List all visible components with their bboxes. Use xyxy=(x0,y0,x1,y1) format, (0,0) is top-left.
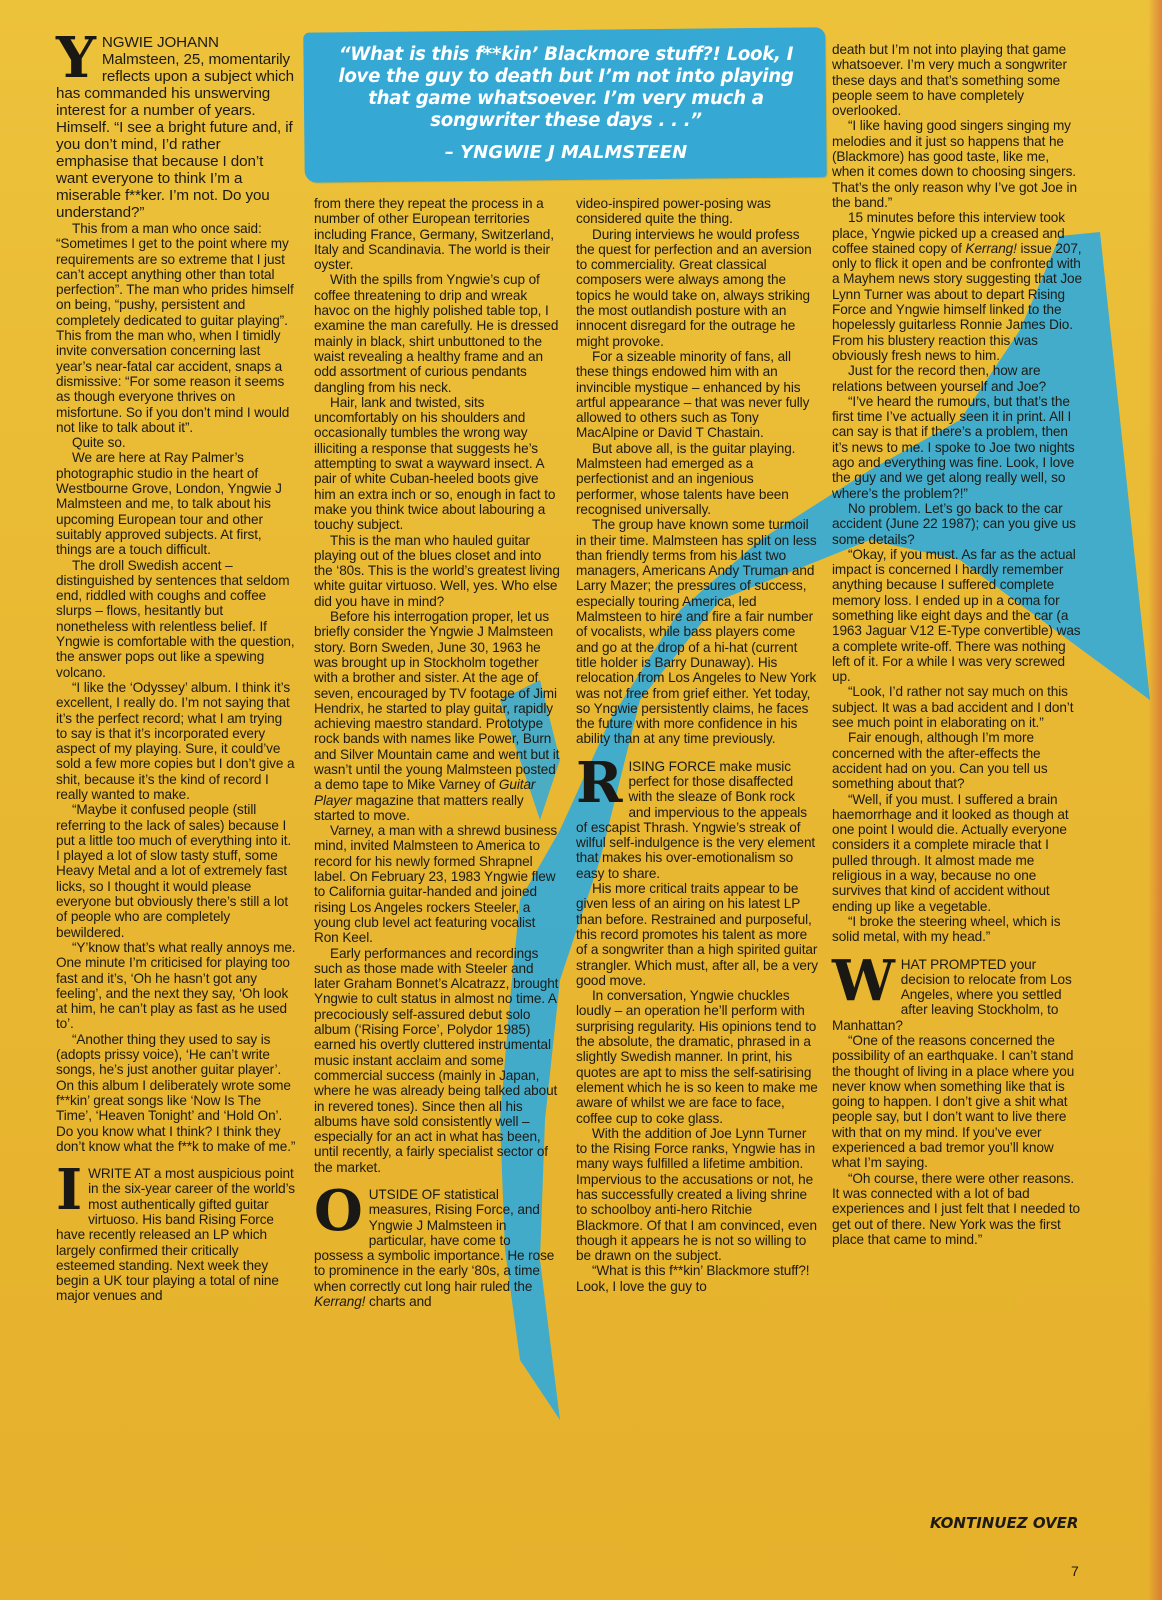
section-text: WRITE AT a most auspicious point in the six-year career of the world’s most authentically gifted guitar virtuoso. His band Rising Force have recently released an LP which largely confirmed their critically esteemed standing. Next week they begin a UK tour playing a total of nine major venues and xyxy=(56,1166,295,1304)
continued-over-label: KONTINUEZ OVER xyxy=(930,1514,1079,1532)
paragraph: For a sizeable minority of fans, all these things endowed him with an invincible mystique – enhanced by his artful appearance – that was never fully allowed to others such as Tony MacAlpine or David T Chastain. xyxy=(576,348,810,441)
paragraph-text: Before his interrogation proper, let us briefly consider the Yngwie J Malmsteen story. Born Sweden, June 30, 1963 he was brought up in Stockholm together with a brother and sister. At the age of seven, encouraged by TV footage of Jimi Hendrix, he started to play guitar, rapidly achieving maestro standard. Prototype rock bands with names like Power, Burn and Silver Mountain came and went but it wasn’t until the young Malmsteen posted a demo tape to Mike Varney of xyxy=(314,609,560,793)
paragraph: Hair, lank and twisted, sits uncomfortably on his shoulders and occasionally tumbles the wrong way illiciting a response that suggests he’s attempting to swat a wayward insect. A pair of white Cuban-heeled boots give him an extra inch or so, enough in fact to make you think twice about labouring a touchy subject. xyxy=(314,394,556,533)
section-text: HAT PROMPTED your decision to relocate from Los Angeles, where you settled after leaving Stockholm, to Manhattan? xyxy=(832,956,1072,1033)
paragraph: With the spills from Yngwie’s cup of coffee threatening to drip and wreak havoc on the highly polished table top, I examine the man carefully. He is dressed mainly in black, shirt unbuttoned to the waist revealing a healthy frame and an odd assortment of curious pendants dangling from his neck. xyxy=(314,272,559,395)
paragraph: “What is this f**kin’ Blackmore stuff?! Look, I love the guy to xyxy=(576,1263,810,1294)
paragraph: Just for the record then, how are relations between yourself and Joe? xyxy=(832,363,1047,394)
article-column-1 xyxy=(56,25,296,1304)
paragraph: The droll Swedish accent – distinguished by sentences that seldom end, riddled with coughs and coffee slurps – flows, hesitantly but nonetheless with relentless belief. If Yngwie is comfortable with the question, the answer pops out like a spewing volcano. xyxy=(56,557,295,680)
paragraph: This is the man who hauled guitar playing out of the blues closet and into the ‘80s. This is the world’s greatest living white guitar virtuoso. Well, yes. Who else did you have in mind? xyxy=(314,532,560,609)
paragraph: Varney, a man with a shrewd business mind, invited Malmsteen to America to record for his newly formed Shrapnel label. On February 23, 1983 Yngwie flew to California guitar-handed and joined rising Los Angeles rockers Steeler, a young club level act featuring vocalist Ron Keel. xyxy=(314,823,558,946)
paragraph: Early performances and recordings such as those made with Steeler and later Graham Bonnet’s Alcatrazz, brought Yngwie to cult status in almost no time. A precociously self-assured debut solo album (‘Rising Force’, Polydor 1985) earned his overtly cluttered instrumental music instant acclaim and some commercial success (mainly in Japan, where he was already being talked about in revered tones). Since then all his albums have sold consistently well – especially for an act in what has been, until recently, a fairly specialist sector of the market. xyxy=(314,945,559,1175)
paragraph: “I like the ‘Odyssey’ album. I think it’s excellent, I really do. I’m not saying that it’s the perfect record; what I am trying to say is that it’s incorporated every aspect of my playing. Sure, it could’ve sold a few more copies but I don’t give a shit, because it’s the kind of record I really wanted to make. xyxy=(56,679,295,802)
paragraph: In conversation, Yngwie chuckles loudly – an operation he’ll perform with surprising regularity. His opinions tend to the absolute, the dramatic, phrased in a slightly Swedish manner. In print, his quotes are apt to miss the self-satirising element which he is so keen to make me aware of whilst we are face to face, coffee cup to coke glass. xyxy=(576,988,818,1126)
paragraph: “I’ve heard the rumours, but that’s the first time I’ve actually seen it in print. All I can say is that if there’s a problem, then it’s news to me. I spoke to Joe two nights ago and everything was fine. Look, I love the guy and we get along really well, so where’s the problem?!” xyxy=(832,393,1075,501)
magazine-name: Kerrang! xyxy=(965,240,1017,256)
section-paragraph xyxy=(832,947,1082,1033)
paragraph: “I like having good singers singing my melodies and it just so happens that he (Blackmore) has good taste, like me, when it comes down to choosing singers. That’s the only reason why I’ve got Joe in the band.” xyxy=(832,118,1077,210)
paragraph: video-inspired power-posing was considered quite the thing. xyxy=(576,196,771,227)
article-column-4 xyxy=(832,42,1082,1247)
paragraph: The group have known some turmoil in their time. Malmsteen has split on less than friendly terms from his last two managers, Americans Andy Truman and Larry Mazer; the pressures of success, especially touring America, led Malmsteen to hire and fire a fair number of vocalists, while bass players come and go at the drop of a hi-hat (current title holder is Barry Dunaway). His relocation from Los Angeles to New York was not free from grief either. Yet today, so Yngwie persistently claims, he faces the future with more confidence in his ability than at any time previously. xyxy=(576,517,817,747)
paragraph-text: issue 207, only to flick it open and be confronted with a Mayhem news story suggesting that Joe Lynn Turner was about to depart Rising Force and Yngwie himself linked to the hopelessly guitarless Ronnie James Dio. From his blustery reaction this was obviously fresh news to him. xyxy=(832,240,1082,363)
paragraph: No problem. Let’s go back to the car accident (June 22 1987); can you give us some details? xyxy=(832,500,1076,547)
paragraph: But above all, is the guitar playing. Malmsteen had emerged as a perfectionist and an ingenious performer, whose talents have been recognised universally. xyxy=(576,440,796,517)
pull-quote-attribution: – YNGWIE J MALMSTEEN xyxy=(444,142,688,163)
drop-cap: R xyxy=(576,749,623,816)
paragraph: We are here at Ray Palmer’s photographic studio in the heart of Westbourne Grove, London, Yngwie J Malmsteen and me, to talk about his upcoming European tour and other suitably approved subjects. At first, things are a touch difficult. xyxy=(56,450,282,558)
lede-text: NGWIE JOHANN Malmsteen, 25, momentarily reflects upon a subject which has commanded his unswerving interest for a number of years. Himself. “I see a bright future and, if you don’t mind, I’d rather emphasise that because I don’t want everyone to think I’m a miserable f**ker. I’m not. Do you understand?” xyxy=(56,34,295,221)
paragraph: “One of the reasons concerned the possibility of an earthquake. I can’t stand the thought of living in a place where you never know when something like that is going to happen. I don’t give a shit what people say, but I don’t want to live there with that on my mind. If you’ve ever experienced a bad tremor you’ll know what I’m saying. xyxy=(832,1033,1075,1171)
paragraph: “Another thing they used to say is (adopts prissy voice), ‘He can’t write songs, he’s just another guitar player’. On this album I deliberately wrote some f**kin’ great songs like ‘Now Is The Time’, ‘Heaven Tonight’ and ‘Hold On’. Do you know what I think? I think they don’t know what the f**k to make of me.” xyxy=(56,1031,296,1154)
paragraph: “I broke the steering wheel, which is solid metal, with my head.” xyxy=(832,913,1061,945)
page-edge-strip xyxy=(1148,0,1162,1600)
drop-cap: I xyxy=(56,1157,83,1224)
pull-quote-text: “What is this f**kin’ Blackmore stuff?! Look, I love the guy to death but I’m not into playing that game whatsoever. I’m very much a songwriter these days . . .” xyxy=(338,44,794,131)
paragraph: Quite so. xyxy=(72,435,126,451)
paragraph: from there they repeat the process in a number of other European territories including France, Germany, Switzerland, Italy and Scandinavia. The world is their oyster. xyxy=(314,196,554,273)
drop-cap: Y xyxy=(56,25,96,91)
article-column-2 xyxy=(314,196,562,1309)
paragraph xyxy=(832,210,1082,363)
section-text: charts and xyxy=(365,1294,432,1310)
paragraph xyxy=(314,609,562,823)
page-number: 7 xyxy=(1071,1563,1079,1579)
magazine-name: Kerrang! xyxy=(314,1294,366,1310)
drop-cap: O xyxy=(314,1178,363,1244)
section-text: ISING FORCE make music perfect for those disaffected with the sleaze of Bonk rock and impervious to the appeals of escapist Thrash. Yngwie’s streak of wilful self-indulgence is the very element that makes his over-emotionalism so easy to share. xyxy=(576,758,816,881)
paragraph: With the addition of Joe Lynn Turner to the Rising Force ranks, Yngwie has in many ways fulfilled a lifetime ambition. Impervious to the accusations or not, he has successfully created a living shrine to schoolboy anti-hero Ritchie Blackmore. Of that I am convinced, even though it appears he is not so willing to be drawn on the subject. xyxy=(576,1125,817,1264)
section-paragraph xyxy=(314,1178,562,1310)
lede-paragraph xyxy=(56,25,296,221)
paragraph: His more critical traits appear to be given less of an airing on his latest LP than before. Restrained and purposeful, this record promotes his talent as more of a songwriter than a high spirited guitar strangler. Which must, after all, be a very good move. xyxy=(576,881,818,988)
paragraph: During interviews he would profess the quest for perfection and an aversion to commerciality. Great classical composers were always among the topics he would take on, always striking the most outlandish posture with an innocent disregard for the outrage he might provoke. xyxy=(576,226,812,349)
magazine-name: Guitar Player xyxy=(314,777,536,808)
paragraph: death but I’m not into playing that game whatsoever. I’m very much a songwriter these days and that’s something some people seem to have completely overlooked. xyxy=(832,42,1067,119)
drop-cap: W xyxy=(832,947,895,1014)
paragraph: “Maybe it confused people (still referring to the lack of sales) because I put a little too much of everything into it. I played a lot of slow tasty stuff, some Heavy Metal and a lot of extremely fast licks, so I thought it would please everyone but obviously there’s still a lot of people who are completely bewildered. xyxy=(56,802,292,940)
section-paragraph xyxy=(576,749,818,881)
section-paragraph xyxy=(56,1157,296,1304)
paragraph: “Y’know that’s what really annoys me. One minute I’m criticised for playing too fast and it’s, ‘Oh he hasn’t got any feeling’, and the next they say, ‘Oh look at him, he can’t play as fast as he used to’. xyxy=(56,939,296,1032)
section-text: UTSIDE OF statistical measures, Rising Force, and Yngwie J Malmsteen in particular, have come to possess a symbolic importance. He rose to prominence in the early ‘80s, a time when correctly cut long hair ruled the xyxy=(314,1187,555,1294)
paragraph: Fair enough, although I’m more concerned with the after-effects the accident had on you. Can you tell us something about that? xyxy=(832,730,1048,792)
article-column-3 xyxy=(576,196,818,1294)
paragraph-text: magazine that matters really started to move. xyxy=(314,792,524,823)
paragraph: This from a man who once said: “Sometimes I get to the point where my requirements are so extreme that I just can’t accept anything other than total perfection”. The man who prides himself on being, “pushy, persistent and completely dedicated to guitar playing”. This from the man who, when I timidly invite conversation concerning last year’s near-fatal car accident, snaps a dismissive: “For some reason it seems as though everyone thrives on misfortune. So if you don’t mind I would not like to talk about it”. xyxy=(56,221,294,435)
paragraph: “Okay, if you must. As far as the actual impact is concerned I hardly remember anything because I suffered complete memory loss. I ended up in a coma for something like eight days and the car (a 1963 Jaguar V12 E-Type convertible) was a complete write-off. There was nothing left of it. For a while I was very screwed up. xyxy=(832,546,1081,685)
paragraph-text: 15 minutes before this interview took place, Yngwie picked up a creased and coffee stained copy of xyxy=(832,210,1065,256)
paragraph: “Well, if you must. I suffered a brain haemorrhage and it looked as though at one point I would die. Actually everyone considers it a complete miracle that I pulled through. It almost made me religious in a way, because no one survives that kind of accident without ending up like a vegetable. xyxy=(832,791,1069,914)
paragraph: “Oh course, there were other reasons. It was connected with a lot of bad experiences and I just felt that I needed to get out of there. New York was the first place that came to mind.” xyxy=(832,1170,1081,1247)
paragraph: “Look, I’d rather not say much on this subject. It was a bad accident and I don’t see much point in elaborating on it.” xyxy=(832,684,1074,731)
